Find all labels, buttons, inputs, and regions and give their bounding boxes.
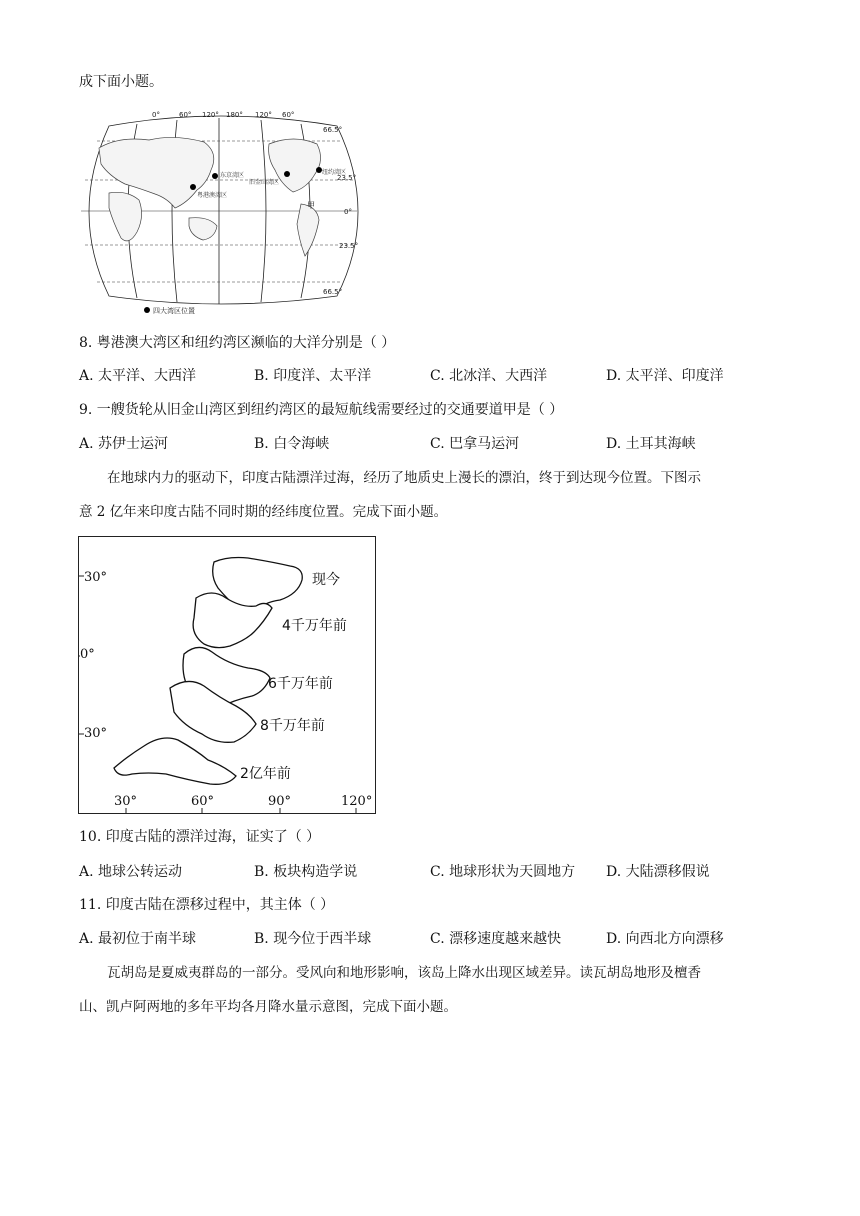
legend-dot <box>144 307 150 313</box>
lon-label: 60° <box>282 111 295 119</box>
africa-shape <box>109 192 142 241</box>
passage-line-1: 瓦胡岛是夏威夷群岛的一部分。受风向和地形影响，该岛上降水出现区域差异。读瓦胡岛地形及檀香 <box>107 965 701 981</box>
passage-line-2: 意 2 亿年来印度古陆不同时期的经纬度位置。完成下面小题。 <box>79 504 448 520</box>
q8-option-c: C. 北冰洋、大西洋 <box>430 368 548 384</box>
lon-label: 0° <box>152 111 160 119</box>
south-america-shape <box>297 204 319 256</box>
period-label-40ma: 4千万年前 <box>282 618 347 634</box>
drift-y-label: 0° <box>80 645 95 665</box>
lat-label: 23.5° <box>337 174 357 182</box>
drift-x-label: 120° <box>341 794 373 809</box>
q8-stem: 8. 粤港澳大湾区和纽约湾区濒临的大洋分别是（ ） <box>79 335 396 351</box>
drift-y-label: 30° <box>84 726 108 741</box>
lon-label: 60° <box>179 111 192 119</box>
lat-label: 66.5° <box>323 288 343 296</box>
passage-line-2: 山、凯卢阿两地的多年平均各月降水量示意图，完成下面小题。 <box>79 999 457 1015</box>
world-bay-areas-map <box>79 108 359 318</box>
australia-shape <box>189 218 217 240</box>
bay-label-gba: 粤港澳湾区 <box>197 192 228 199</box>
bay-label-ny: 纽约湾区 <box>322 169 347 176</box>
q11-option-c: C. 漂移速度越来越快 <box>430 931 562 947</box>
drift-y-label: 30° <box>84 570 108 585</box>
lat-label: 66.5° <box>323 126 343 134</box>
period-label-200ma: 2亿年前 <box>240 766 291 782</box>
bay-label-tokyo: 东京湾区 <box>220 172 245 179</box>
drift-x-label: 90° <box>268 794 292 809</box>
passage-line-1: 在地球内力的驱动下，印度古陆漂洋过海，经历了地质史上漫长的漂泊，终于到达现今位置。下图示 <box>107 470 701 486</box>
period-label-60ma: 6千万年前 <box>268 676 333 692</box>
india-drift-map <box>78 536 376 814</box>
lon-label: 120° <box>255 111 272 119</box>
passage-oahu <box>79 963 779 1017</box>
bay-marker-sf <box>284 171 290 177</box>
map-legend: 四大湾区位置 <box>153 307 195 315</box>
q9-option-a: A. 苏伊士运河 <box>79 436 169 452</box>
intro-tail: 成下面小题。 <box>79 74 163 90</box>
q9-option-d: D. 土耳其海峡 <box>606 436 696 452</box>
drift-x-label: 30° <box>114 794 138 809</box>
period-label-present: 现今 <box>312 572 340 588</box>
passage-india-drift <box>79 468 779 522</box>
lon-label: 120° <box>202 111 219 119</box>
q10-option-c: C. 地球形状为天圆地方 <box>430 864 576 880</box>
bay-marker-gba <box>190 184 196 190</box>
drift-x-label: 60° <box>191 794 215 809</box>
period-label-80ma: 8千万年前 <box>260 718 325 734</box>
bay-label-sf: 旧金山湾区 <box>249 179 280 186</box>
q8-option-b: B. 印度洋、太平洋 <box>254 368 372 384</box>
q11-option-d: D. 向西北方向漂移 <box>606 931 724 947</box>
q9-option-c: C. 巴拿马运河 <box>430 436 520 452</box>
q11-option-b: B. 现今位于西半球 <box>254 931 372 947</box>
q10-option-a: A. 地球公转运动 <box>79 864 183 880</box>
q11-stem: 11. 印度古陆在漂移过程中，其主体（ ） <box>79 897 335 913</box>
lon-label: 180° <box>226 111 243 119</box>
q11-option-a: A. 最初位于南半球 <box>79 931 197 947</box>
q10-option-d: D. 大陆漂移假说 <box>606 864 710 880</box>
marker-jia: 甲 <box>307 201 315 210</box>
q9-stem: 9. 一艘货轮从旧金山湾区到纽约湾区的最短航线需要经过的交通要道甲是（ ） <box>79 402 564 418</box>
q9-option-b: B. 白令海峡 <box>254 436 330 452</box>
lat-label: 0° <box>344 208 352 216</box>
q8-option-a: A. 太平洋、大西洋 <box>79 368 197 384</box>
q10-stem: 10. 印度古陆的漂洋过海，证实了（ ） <box>79 829 321 845</box>
bay-marker-tokyo <box>212 173 218 179</box>
lat-label: 23.5° <box>339 242 359 250</box>
q10-option-b: B. 板块构造学说 <box>254 864 358 880</box>
q8-option-d: D. 太平洋、印度洋 <box>606 368 724 384</box>
